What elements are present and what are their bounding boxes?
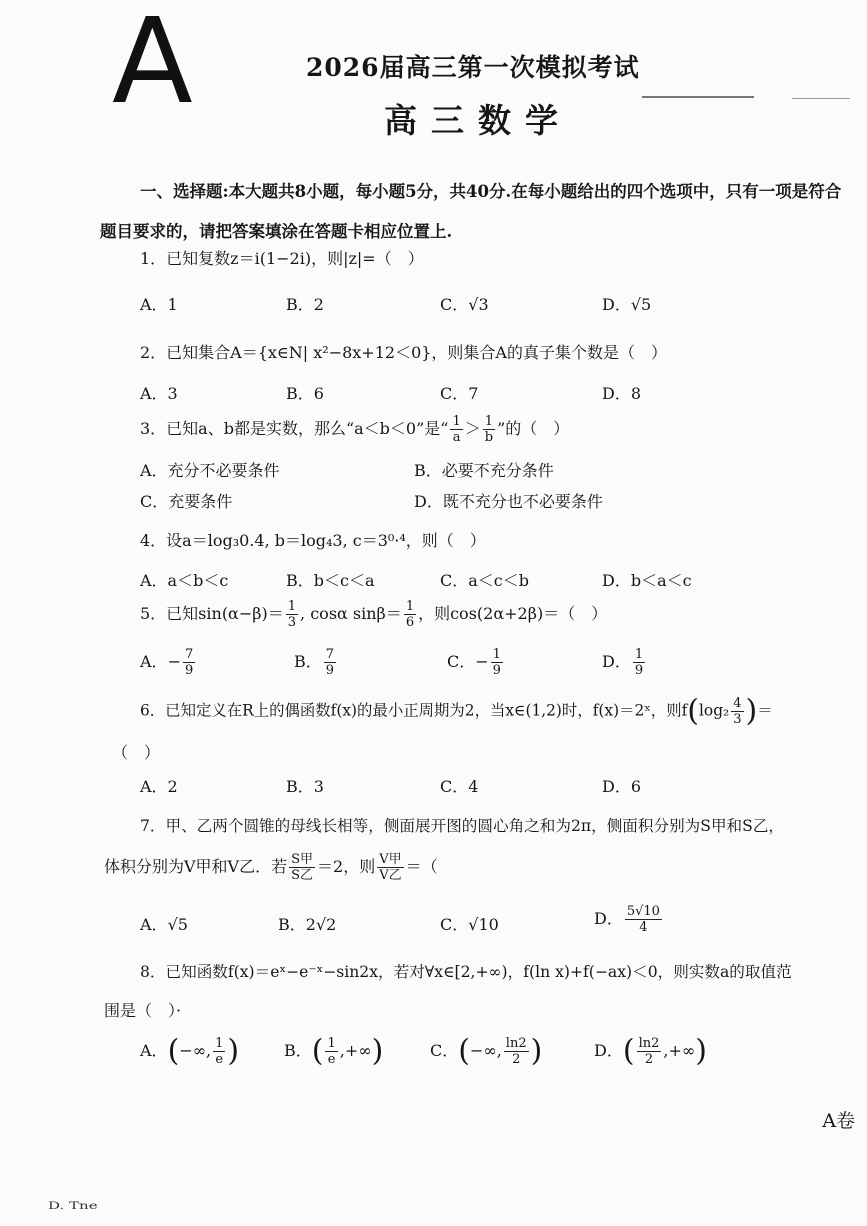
question-1-stem: 1．已知复数z＝i(1−2i)，则|z|=（ ） bbox=[140, 249, 424, 268]
q4-option-b: B．b＜c＜a bbox=[286, 571, 375, 590]
q3-option-c: C．充要条件 bbox=[140, 492, 233, 511]
q3-option-b: B．必要不充分条件 bbox=[414, 461, 554, 480]
q2-option-c: C．7 bbox=[440, 384, 479, 403]
q6-option-b: B．3 bbox=[286, 777, 324, 796]
q1-option-b: B．2 bbox=[286, 295, 324, 314]
question-2-stem: 2．已知集合A＝{x∈N| x²−8x+12＜0}，则集合A的真子集个数是（ ） bbox=[140, 343, 667, 362]
question-6-answer-blank: （ ） bbox=[112, 743, 161, 762]
question-4-stem: 4．设a＝log₃0.4, b＝log₄3, c＝3⁰·⁴，则（ ） bbox=[140, 531, 486, 550]
q7-option-d: D． $\frac{5√10}{4}$ bbox=[594, 904, 660, 935]
q8-option-d: D．( $\frac{\ln 2}{2}$ ,+∞) bbox=[594, 1033, 707, 1069]
exam-title: 2026届高三第一次模拟考试 bbox=[306, 53, 640, 82]
q7-option-b: B．2√2 bbox=[278, 915, 337, 934]
q5-option-d: D． $\frac{1}{9}$ bbox=[602, 647, 644, 678]
q4-option-c: C．a＜c＜b bbox=[440, 571, 529, 590]
q2-option-d: D．8 bbox=[602, 384, 642, 403]
q3-option-d: D．既不充分也不必要条件 bbox=[414, 492, 603, 511]
header-rule bbox=[642, 96, 754, 98]
question-8-stem-line-1: 8．已知函数f(x)＝eˣ−e⁻ˣ−sin2x，若对∀x∈[2,+∞)，f(ln x)+f(−ax)＜0，则实数a的取值范 bbox=[140, 963, 792, 981]
q6-option-a: A．2 bbox=[140, 777, 178, 796]
q3-option-a: A．充分不必要条件 bbox=[140, 461, 280, 480]
paper-label: A卷 bbox=[822, 1110, 855, 1132]
paper-version-letter: A bbox=[112, 0, 193, 130]
q1-option-a: A．1 bbox=[140, 295, 178, 314]
q2-option-b: B．6 bbox=[286, 384, 324, 403]
q7-option-a: A．√5 bbox=[140, 915, 188, 934]
section-instructions: 一、选择题:本大题共8小题，每小题5分，共40分.在每小题给出的四个选项中，只有一项是符合题目要求的，请把答案填涂在答题卡相应位置上. bbox=[100, 182, 842, 241]
q5-option-a: A．− $\frac{7}{9}$ bbox=[140, 647, 194, 678]
q6-option-c: C．4 bbox=[440, 777, 479, 796]
q7-option-c: C．√10 bbox=[440, 915, 499, 934]
corner-fragment-text: D. Tne bbox=[48, 1199, 98, 1212]
q8-option-a: A．(−∞, $\frac{1}{e}$ ) bbox=[140, 1033, 240, 1069]
question-7-stem-line-2: 体积分别为V甲和V乙．若 $\frac{\text{S甲}}{\text{S乙}}$ ＝2，则 $\frac{\text{V甲}}{\text{V乙}}$ ＝（ bbox=[104, 852, 438, 883]
q5-option-b: B． $\frac{7}{9}$ bbox=[294, 647, 335, 678]
question-5-stem: 5．已知sin(α−β)＝ $\frac{1}{3}$ , cosα sinβ＝ $\frac{1}{6}$ ，则cos(2α+2β)＝（ ） bbox=[140, 599, 608, 630]
header-rule bbox=[792, 98, 850, 99]
q1-option-c: C．√3 bbox=[440, 295, 489, 314]
q4-option-d: D．b＜a＜c bbox=[602, 571, 692, 590]
q5-option-c: C．− $\frac{1}{9}$ bbox=[447, 647, 501, 678]
question-6-stem: 6．已知定义在R上的偶函数f(x)的最小正周期为2，当x∈(1,2)时，f(x)＝2ˣ，则f(log₂ $\frac{4}{3}$ )＝ bbox=[140, 693, 773, 729]
question-7-stem-line-1: 7．甲、乙两个圆锥的母线长相等，侧面展开图的圆心角之和为2π，侧面积分别为S甲和S乙， bbox=[140, 817, 785, 835]
q6-option-d: D．6 bbox=[602, 777, 642, 796]
q8-option-c: C．(−∞, $\frac{\ln 2}{2}$ ) bbox=[430, 1033, 543, 1069]
q2-option-a: A．3 bbox=[140, 384, 178, 403]
q1-option-d: D．√5 bbox=[602, 295, 652, 314]
q8-option-b: B．( $\frac{1}{e}$ ,+∞) bbox=[284, 1033, 384, 1069]
question-8-stem-line-2: 围是（ ）· bbox=[104, 1001, 182, 1020]
subject-title: 高三数学 bbox=[384, 101, 572, 140]
question-3-stem: 3．已知a、b都是实数，那么“a＜b＜0”是“ $\frac{1}{a}$ ＞ $\frac{1}{b}$ ”的（ ） bbox=[140, 414, 570, 445]
q4-option-a: A．a＜b＜c bbox=[140, 571, 229, 590]
